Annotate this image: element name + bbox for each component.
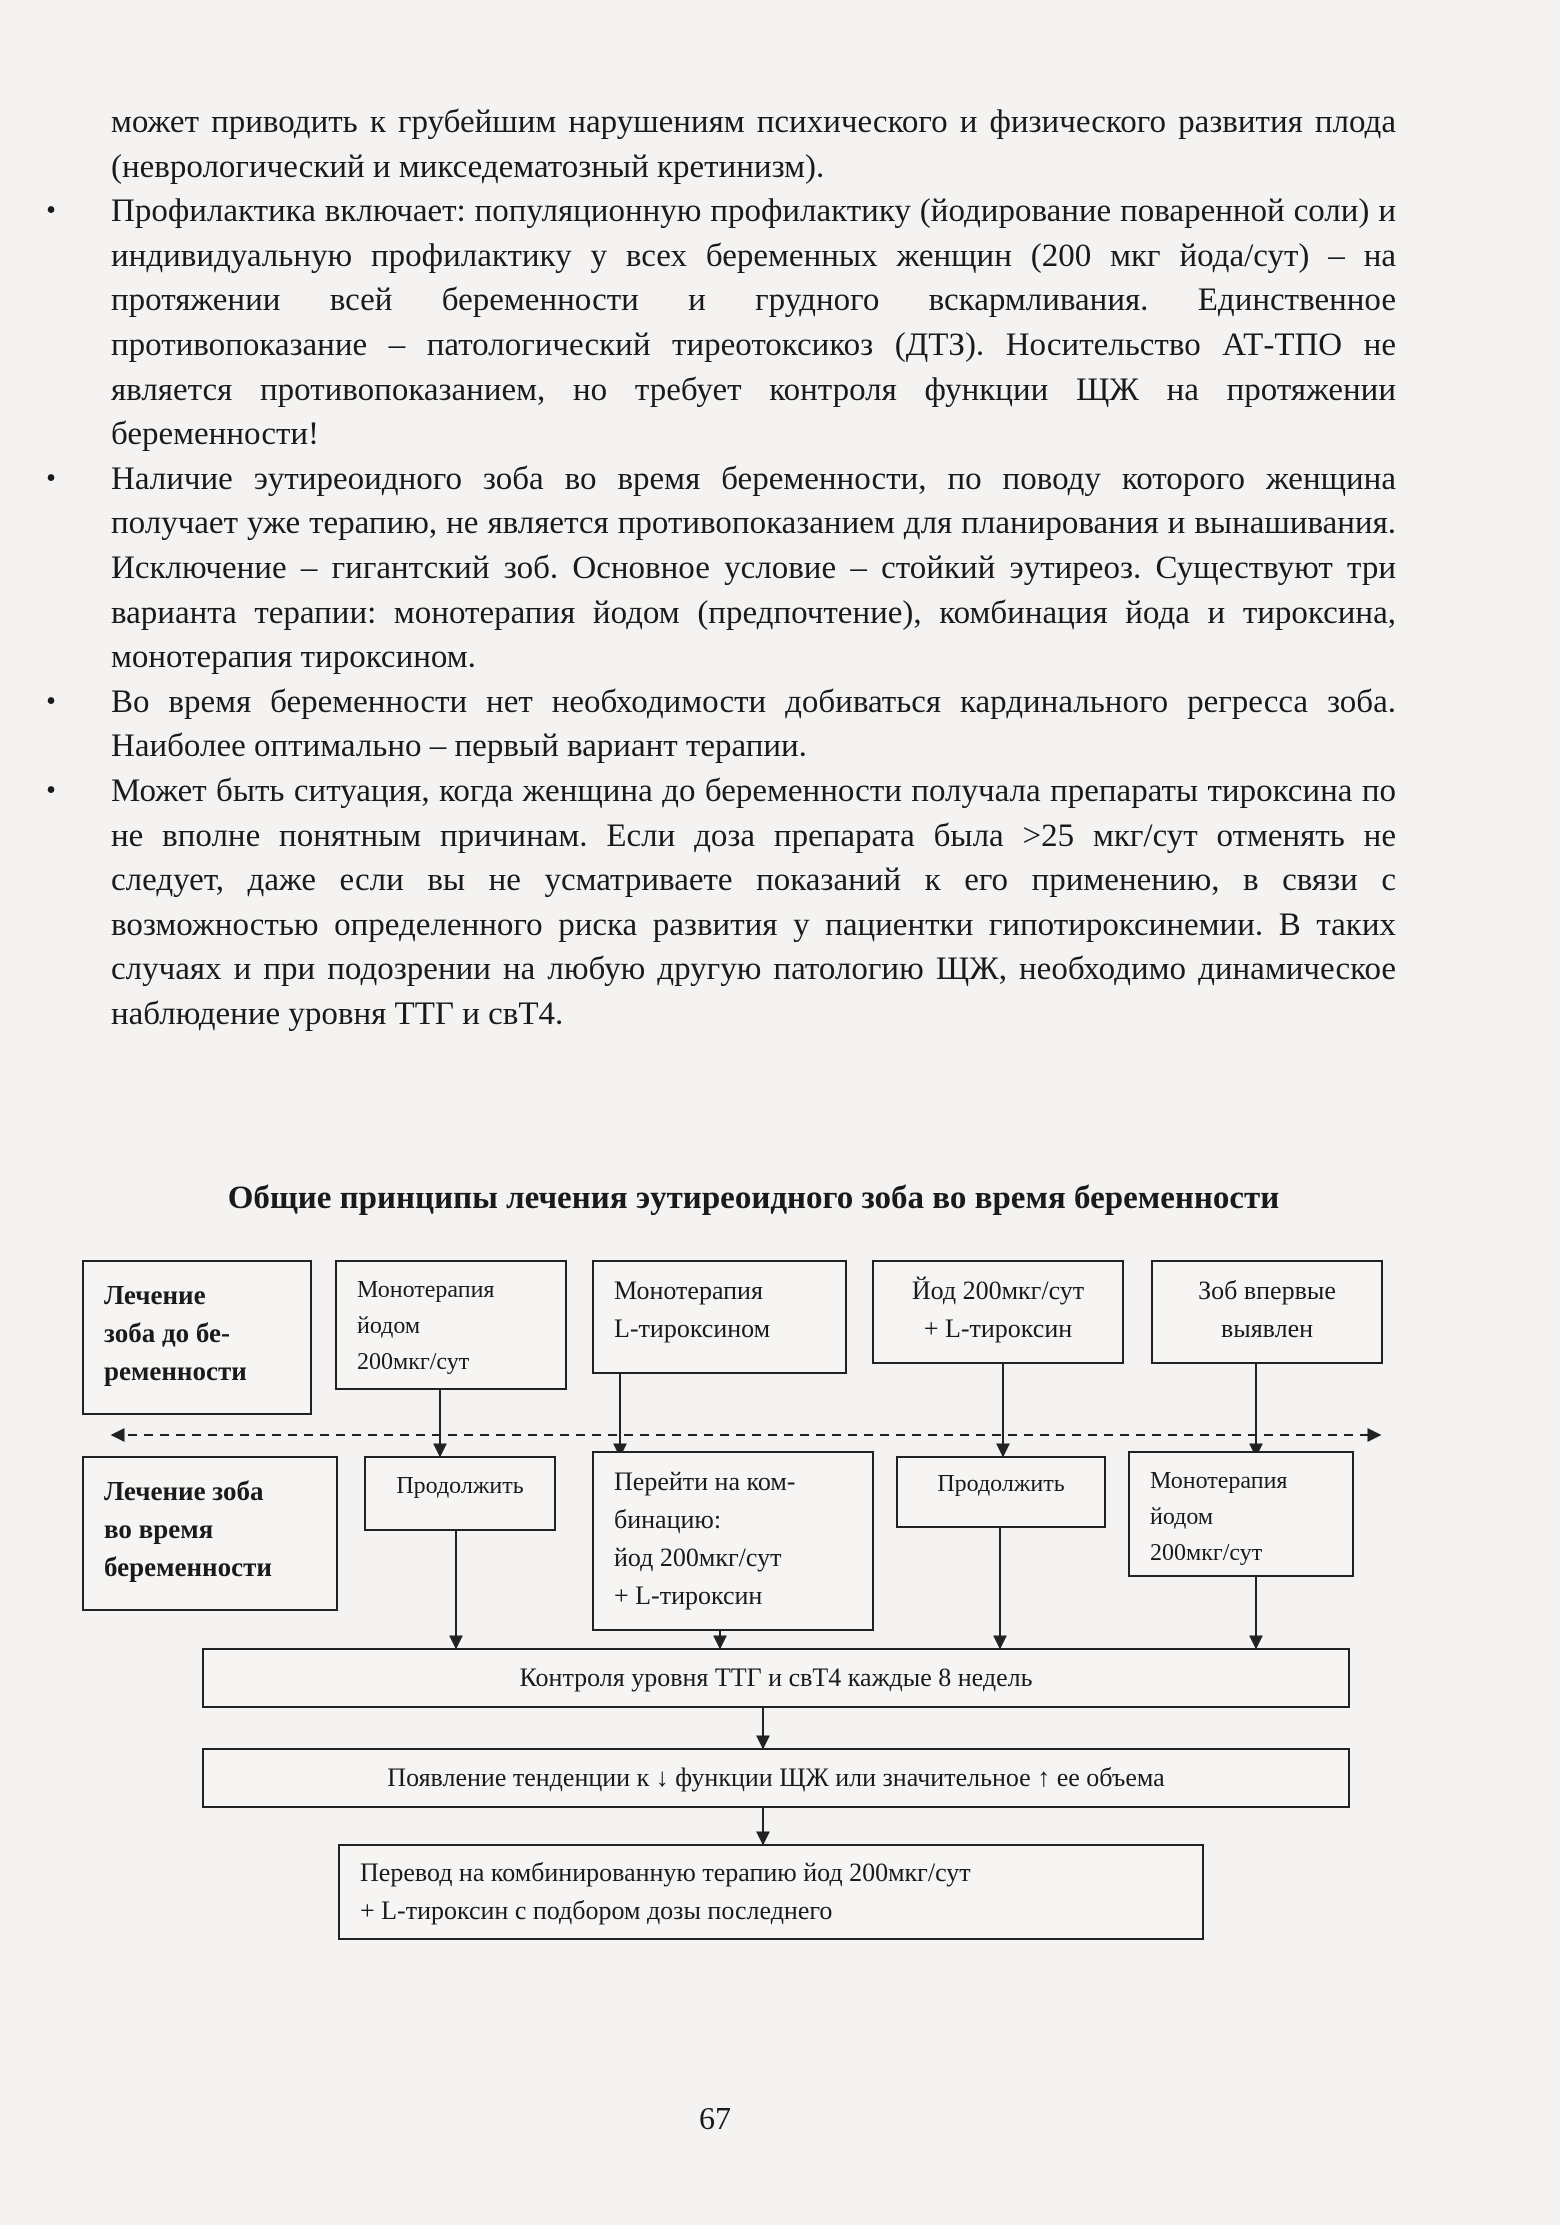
option-levothyroxine-monotherapy: Монотерапия L-тироксином xyxy=(592,1260,847,1374)
step-switch-to-combination: Перевод на комбинированную терапию йод 200мкг/сут + L-тироксин с подбором дозы последнего xyxy=(338,1844,1204,1940)
bullet-icon: • xyxy=(46,195,56,227)
list-item-text: Во время беременности нет необходимости добиваться кардинального регресса зоба. Наиболее оптимально – первый вариант терапии. xyxy=(111,683,1396,765)
step-trend-detection xyxy=(202,1748,1350,1808)
bullet-icon: • xyxy=(46,462,56,494)
bullet-icon: • xyxy=(46,685,56,717)
action-continue-combination: Продолжить xyxy=(896,1456,1106,1528)
bullet-icon: • xyxy=(46,774,56,806)
diagram-title: Общие принципы лечения эутиреоидного зоба во время беременности xyxy=(227,1180,1280,1216)
action-switch-to-combination: Перейти на ком- бинацию: йод 200мкг/сут + L-тироксин xyxy=(592,1451,874,1631)
page-number: 67 xyxy=(699,2100,731,2136)
step-text: Появление тенденции к ↓ функции ЩЖ или значительное ↑ ее объема xyxy=(387,1763,1165,1792)
intro-paragraph: может приводить к грубейшим нарушениям психического и физического развития плода (неврологический и микседематозный кретинизм). xyxy=(111,104,1396,185)
step-monitor-tsh-ft4 xyxy=(202,1648,1350,1708)
option-newly-detected-goiter: Зоб впервые выявлен xyxy=(1151,1260,1383,1364)
step-text: Контроля уровня ТТГ и свТ4 каждые 8 недель xyxy=(519,1663,1033,1692)
label-during-pregnancy: Лечение зоба во время беременности xyxy=(82,1456,338,1611)
option-iodine-plus-levothyroxine: Йод 200мкг/сут + L-тироксин xyxy=(872,1260,1124,1364)
action-continue-iodine: Продолжить xyxy=(364,1456,556,1531)
list-item-text: Может быть ситуация, когда женщина до беременности получала препараты тироксина по не вполне понятным причинам. Если доза препарата была >25 мкг/сут отменять не следует, даже если вы не усматриваете показаний к его применению, в связи с возможностью определенного риска развития у пациентки гипотироксинемии. В таких случаях и при подозрении на любую другую патологию ЩЖ, необходимо динамическое наблюдение уровня ТТГ и свТ4. xyxy=(111,772,1396,1032)
action-iodine-monotherapy: Монотерапия йодом 200мкг/сут xyxy=(1128,1451,1354,1577)
list-item-text: Профилактика включает: популяционную профилактику (йодирование поваренной соли) и индивидуальную профилактику у всех беременных женщин (200 мкг йода/сут) – на протяжении всей беременности и грудного вскармливания. Единственное противопоказание – патологический тиреотоксикоз (ДТЗ). Носительство АТ-ТПО не является противопоказанием, но требует контроля функции ЩЖ на протяжении беременности! xyxy=(111,193,1396,453)
label-before-pregnancy: Лечение зоба до бе- ременности xyxy=(82,1260,312,1415)
option-iodine-monotherapy: Монотерапия йодом 200мкг/сут xyxy=(335,1260,567,1390)
list-item-text: Наличие эутиреоидного зоба во время беременности, по поводу которого женщина получает уже терапию, не является противопоказанием для планирования и вынашивания. Исключение – гигантский зоб. Основное условие – стойкий эутиреоз. Существуют три варианта терапии: монотерапия йодом (предпочтение), комбинация йода и тироксина, монотерапия тироксином. xyxy=(111,460,1396,676)
